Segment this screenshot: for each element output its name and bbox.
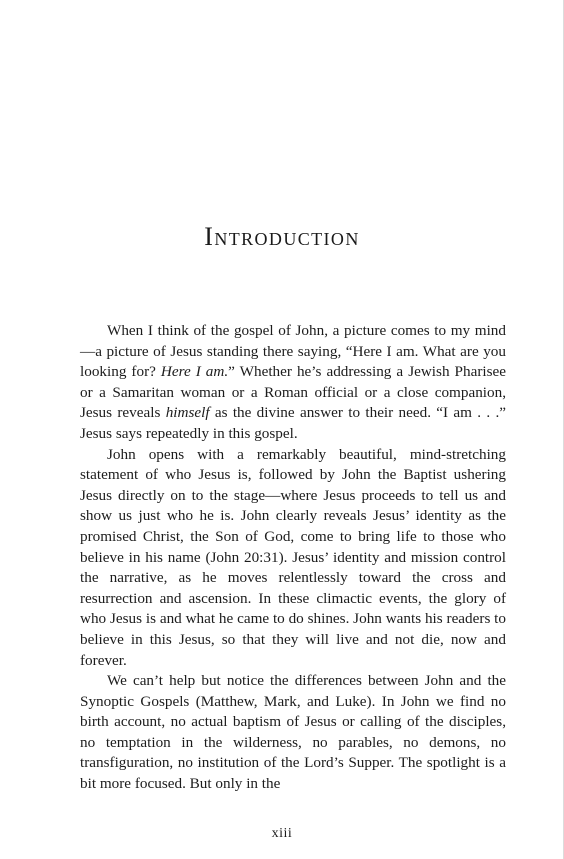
paragraph-1 bbox=[80, 321, 506, 445]
paragraph-segment: When I think of the gospel of John, a picture comes to my mind—a picture of Jesus standing there saying, “Here I am. What are you looking for? bbox=[80, 322, 506, 381]
paragraph-segment: John opens with a remarkably beautiful, mind-stretching statement of who Jesus is, followed by John the Baptist ushering Jesus directly on to the stage—where Jesus proceeds to tell us and show us just who he is. John clearly reveals Jesus’ identity as the promised Christ, the Son of God, come to bring life to those who believe in his name (John 20:31). Jesus’ identity and mission control the narrative, as he moves relentlessly toward the cross and resurrection and ascension. In these climactic events, the glory of who Jesus is and what he came to do shines. John wants his readers to believe in this Jesus, so that they will live and not die, now and forever. bbox=[80, 445, 506, 669]
paragraph-2 bbox=[80, 445, 506, 672]
paragraph-segment: as the divine answer to their need. “I am . . .” Jesus says repeatedly in this gospel. bbox=[80, 404, 506, 442]
chapter-title: Introduction bbox=[204, 222, 360, 251]
page-number: xiii bbox=[271, 826, 293, 841]
paragraph-segment: We can’t help but notice the differences between John and the Synoptic Gospels (Matthew, Mark, and Luke). In John we find no birth account, no actual baptism of Jesus or calling of the disciples, no temptation in the wilderness, no parables, no demons, no transfiguration, no institution of the Lord’s Supper. The spotlight is a bit more focused. But only in the bbox=[80, 672, 506, 793]
italic-phrase: himself bbox=[165, 404, 210, 422]
paragraph-3 bbox=[80, 671, 506, 795]
paragraph-segment: ” Whether he’s addressing a Jewish Pharisee or a Samaritan woman or a Roman official or a close companion, Jesus reveals bbox=[80, 363, 507, 422]
italic-phrase: Here I am. bbox=[160, 363, 229, 381]
body-text bbox=[80, 321, 506, 795]
